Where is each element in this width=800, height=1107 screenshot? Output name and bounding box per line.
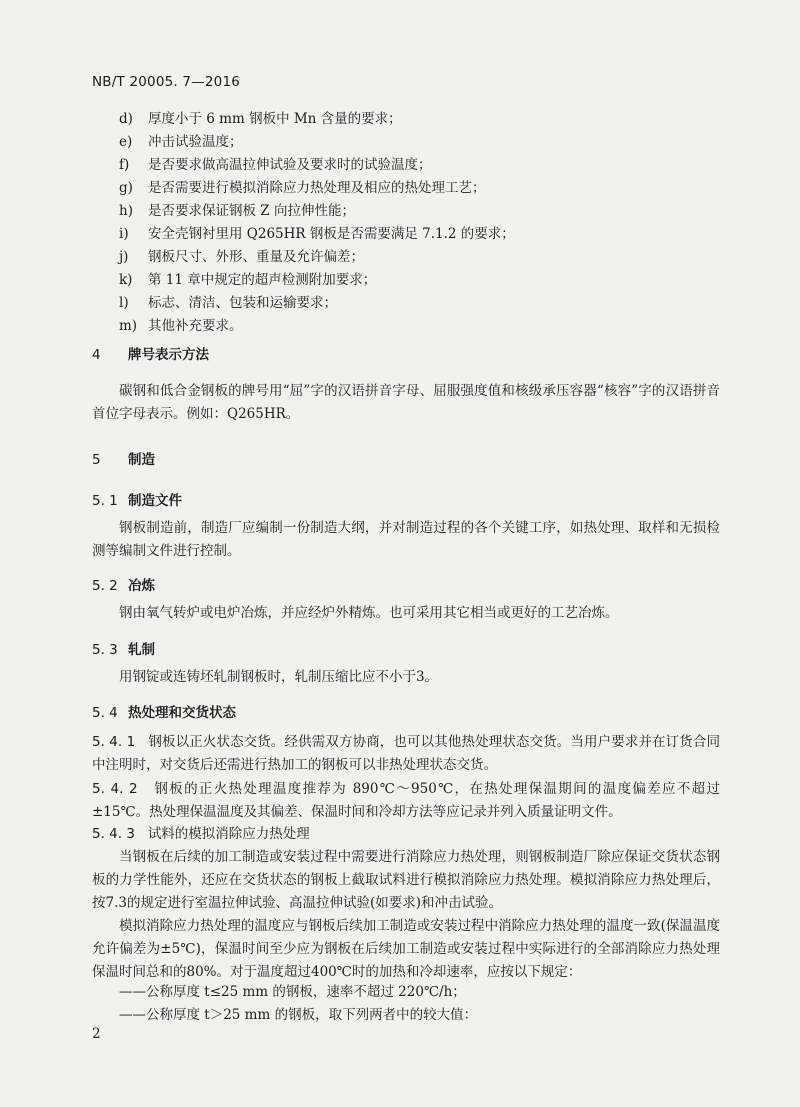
- section-5-4-2-paragraph: [92, 778, 720, 824]
- section-title: 制造文件: [128, 493, 182, 509]
- list-item: [119, 223, 515, 246]
- list-item-text: 钢板尺寸、外形、重量及允许偏差；: [148, 249, 364, 265]
- clause-title: 试料的模拟消除应力热处理: [147, 826, 310, 842]
- list-item-text: 第 11 章中规定的超声检测附加要求；: [148, 272, 377, 288]
- list-item-text: 是否需要进行模拟消除应力热处理及相应的热处理工艺；: [148, 180, 486, 196]
- section-title: 牌号表示方法: [128, 347, 209, 363]
- section-5-2-heading: [92, 574, 155, 594]
- list-item: [119, 246, 515, 269]
- section-title: 轧制: [128, 642, 155, 658]
- section-title: 制造: [128, 452, 155, 468]
- list-item: [119, 292, 515, 315]
- section-5-2-paragraph: 钢由氧气转炉或电炉冶炼，并应经炉外精炼。也可采用其它相当或更好的工艺冶炼。: [119, 605, 619, 621]
- section-5-4-heading: [92, 701, 236, 721]
- list-item: [119, 177, 515, 200]
- section-number: 5. 1: [92, 493, 118, 509]
- section-5-1-heading: [92, 489, 182, 509]
- dash-item: ——公称厚度 t＞25 mm 的钢板，取下列两者中的较大值：: [119, 1007, 478, 1023]
- clause-number: 5. 4. 3: [92, 826, 135, 842]
- list-item-mark: d): [119, 111, 133, 127]
- section-number: 5. 4: [92, 705, 118, 721]
- list-item-text: 冲击试验温度；: [148, 134, 243, 150]
- section-4-heading: [92, 343, 209, 363]
- list-item-text: 厚度小于 6 mm 钢板中 Mn 含量的要求；: [148, 111, 402, 127]
- clause-number: 5. 4. 1: [92, 734, 136, 750]
- list-item: [119, 154, 515, 177]
- list-item-mark: i): [119, 226, 129, 242]
- list-item-mark: g): [119, 180, 133, 196]
- list-item-text: 标志、清洁、包装和运输要求；: [148, 295, 337, 311]
- list-item: [119, 315, 515, 338]
- section-5-4-3-paragraph-1: 当钢板在后续的加工制造或安装过程中需要进行消除应力热处理，则钢板制造厂除应保证交货状态钢板的力学性能外，还应在交货状态的钢板上截取试料进行模拟消除应力热处理。模拟消除应力热处理后，按7.3的规定进行室温拉伸试验、高温拉伸试验(如要求)和冲击试验。: [92, 849, 720, 911]
- section-title: 热处理和交货状态: [128, 705, 236, 721]
- list-item-mark: k): [119, 272, 133, 288]
- requirements-list: [119, 108, 515, 338]
- list-item-text: 是否要求做高温拉伸试验及要求时的试验温度；: [148, 157, 432, 173]
- list-item-mark: h): [119, 203, 133, 219]
- section-title: 冶炼: [128, 578, 155, 594]
- page-number: 2: [92, 1026, 101, 1042]
- section-5-3-heading: [92, 638, 155, 658]
- section-5-3-paragraph: 用钢锭或连铸坯轧制钢板时，轧制压缩比应不小于3。: [119, 669, 439, 685]
- clause-number: 5. 4. 2: [92, 781, 138, 797]
- list-item-text: 其他补充要求。: [148, 318, 243, 334]
- list-item-text: 安全壳钢衬里用 Q265HR 钢板是否需要满足 7.1.2 的要求；: [148, 226, 515, 242]
- section-5-heading: [92, 448, 155, 468]
- list-item-mark: j): [119, 249, 129, 265]
- dash-item: ——公称厚度 t≤25 mm 的钢板，速率不超过 220℃/h；: [119, 984, 466, 1000]
- section-5-4-3-heading: [92, 823, 720, 846]
- clause-text: 钢板以正火状态交货。经供需双方协商，也可以其他热处理状态交货。当用户要求并在订货合同中注明时，对交货后还需进行热加工的钢板可以非热处理状态交货。: [92, 734, 721, 773]
- list-item-mark: f): [119, 157, 130, 173]
- section-number: 5. 3: [92, 642, 118, 658]
- list-item: [119, 200, 515, 223]
- list-item: [119, 269, 515, 292]
- section-5-1-paragraph: 钢板制造前，制造厂应编制一份制造大纲，并对制造过程的各个关键工序，如热处理、取样和无损检测等编制文件进行控制。: [92, 520, 720, 559]
- section-number: 5: [92, 452, 101, 468]
- list-item-text: 是否要求保证钢板 Z 向拉伸性能；: [148, 203, 355, 219]
- section-5-4-1-paragraph: [92, 731, 720, 777]
- list-item: [119, 108, 515, 131]
- clause-text: 钢板的正火热处理温度推荐为 890℃～950℃，在热处理保温期间的温度偏差应不超过±15℃。热处理保温温度及其偏差、保温时间和冷却方法等应记录并列入质量证明文件。: [92, 781, 721, 820]
- list-item-mark: l): [119, 295, 129, 311]
- list-item-mark: e): [119, 134, 133, 150]
- section-number: 5. 2: [92, 578, 118, 594]
- section-5-4-3-paragraph-2: 模拟消除应力热处理的温度应与钢板后续加工制造或安装过程中消除应力热处理的温度一致(保温温度允许偏差为±5℃)，保温时间至少应为钢板在后续加工制造或安装过程中实际进行的全部消除应力热处理保温时间总和的80%。对于温度超过400℃时的加热和冷却速率，应按以下规定：: [92, 918, 720, 980]
- list-item-mark: m): [119, 318, 138, 334]
- section-number: 4: [92, 347, 101, 363]
- section-4-paragraph: 碳钢和低合金钢板的牌号用“屈”字的汉语拼音字母、屈服强度值和核级承压容器“核容”字的汉语拼音首位字母表示。例如：Q265HR。: [92, 383, 720, 422]
- document-id-header: NB/T 20005. 7—2016: [92, 74, 241, 90]
- list-item: [119, 131, 515, 154]
